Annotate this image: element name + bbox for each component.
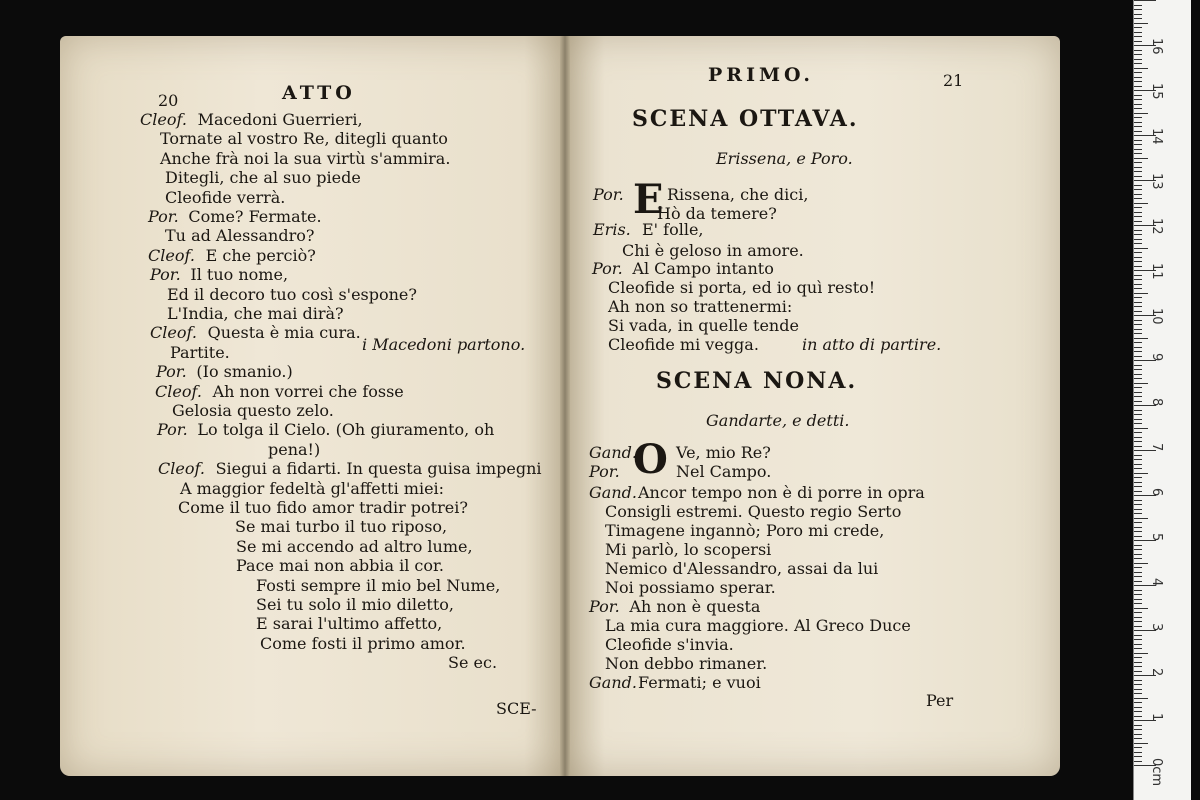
verse-line: Cleofide verrà. <box>165 188 286 207</box>
ruler-number: 14 <box>1149 128 1164 145</box>
ruler-tick <box>1134 279 1142 280</box>
verse-line: Tornate al vostro Re, ditegli quanto <box>160 129 448 148</box>
ruler-tick <box>1134 329 1142 330</box>
ruler-tick <box>1134 725 1142 726</box>
ruler-tick <box>1134 702 1142 703</box>
verse-line: pena!) <box>268 440 321 459</box>
ruler-tick <box>1134 428 1148 429</box>
running-header: PRIMO. <box>708 64 815 86</box>
ruler-tick <box>1134 599 1142 600</box>
ruler-tick <box>1134 63 1142 64</box>
verse-line: Tu ad Alessandro? <box>165 226 315 245</box>
ruler-tick <box>1134 486 1142 487</box>
ruler-tick <box>1134 320 1142 321</box>
ruler-number: 10 <box>1149 308 1164 325</box>
ruler-tick <box>1134 32 1142 33</box>
ruler-tick <box>1134 446 1142 447</box>
ruler-tick <box>1134 99 1142 100</box>
ruler-number: 15 <box>1149 83 1164 100</box>
ruler-tick <box>1134 207 1142 208</box>
ruler-tick <box>1134 239 1142 240</box>
ruler-tick <box>1134 189 1142 190</box>
ruler-number: 16 <box>1149 38 1164 55</box>
ruler-tick <box>1134 351 1142 352</box>
speaker-label: Por. <box>157 420 188 439</box>
speaker-label: Por. <box>592 259 623 278</box>
ruler-tick <box>1134 680 1142 681</box>
ruler-number: 1 <box>1149 713 1164 722</box>
page-number: 20 <box>158 91 179 110</box>
speaker-label: Cleof. <box>140 110 187 129</box>
ruler-tick <box>1134 554 1142 555</box>
ruler-tick <box>1134 455 1142 456</box>
ruler-tick <box>1134 581 1142 582</box>
verse-line: E sarai l'ultimo affetto, <box>256 614 443 633</box>
ruler-tick <box>1134 459 1142 460</box>
verse-line: Ah non è questa <box>629 597 761 616</box>
ruler-tick <box>1134 716 1142 717</box>
ruler-number: 12 <box>1149 218 1164 235</box>
scene-characters: Erissena, e Poro. <box>716 149 853 168</box>
ruler-tick <box>1134 167 1142 168</box>
ruler-tick <box>1134 36 1142 37</box>
speaker-label: Gand. <box>589 443 637 462</box>
ruler-tick <box>1134 347 1142 348</box>
ruler-tick <box>1134 198 1142 199</box>
speaker-label: Cleof. <box>148 246 195 265</box>
verse-line: Come? Fermate. <box>188 207 322 226</box>
speaker-label: Por. <box>150 265 181 284</box>
verse-line: Come fosti il primo amor. <box>260 634 466 653</box>
speaker-label: Gand. <box>589 673 637 692</box>
ruler-tick <box>1134 194 1142 195</box>
ruler-tick <box>1134 234 1142 235</box>
ruler-tick <box>1134 392 1142 393</box>
ruler-tick <box>1134 369 1142 370</box>
ruler-tick <box>1134 365 1142 366</box>
ruler-tick <box>1134 86 1142 87</box>
ruler-tick <box>1134 212 1142 213</box>
ruler-tick <box>1134 72 1142 73</box>
ruler-tick <box>1134 522 1142 523</box>
ruler-number: 5 <box>1149 533 1164 542</box>
verse-line: Ancor tempo non è di porre in opra <box>638 483 925 502</box>
verse-line: L'India, che mai dirà? <box>167 304 344 323</box>
ruler-tick <box>1134 747 1142 748</box>
book-gutter <box>560 36 570 776</box>
ruler-tick <box>1134 549 1142 550</box>
ruler-tick <box>1134 729 1142 730</box>
verse-line: Anche frà noi la sua virtù s'ammira. <box>160 149 451 168</box>
ruler-tick <box>1134 612 1142 613</box>
ruler-tick <box>1134 266 1142 267</box>
ruler-tick <box>1134 311 1142 312</box>
ruler-tick <box>1134 536 1142 537</box>
ruler-tick <box>1134 81 1142 82</box>
ruler-tick <box>1134 527 1142 528</box>
ruler-tick <box>1134 707 1142 708</box>
ruler-tick <box>1134 50 1142 51</box>
ruler-tick <box>1134 383 1148 384</box>
ruler-tick <box>1134 657 1142 658</box>
ruler-tick <box>1134 738 1142 739</box>
ruler-tick <box>1134 639 1142 640</box>
ruler-tick <box>1134 216 1142 217</box>
verse-line: Siegui a fidarti. In questa guisa impegni <box>215 459 542 478</box>
ruler-tick <box>1134 504 1142 505</box>
ruler-tick <box>1134 464 1142 465</box>
verse-line: Ditegli, che al suo piede <box>165 168 361 187</box>
verse-line: Timagene ingannò; Poro mi crede, <box>605 521 885 540</box>
ruler-tick <box>1134 594 1142 595</box>
ruler-tick <box>1134 9 1142 10</box>
ruler-tick <box>1134 23 1148 24</box>
speaker-label: Eris. <box>593 220 631 239</box>
ruler-tick <box>1134 162 1142 163</box>
ruler-tick <box>1134 252 1142 253</box>
catchword: SCE- <box>496 699 537 718</box>
ruler-tick <box>1134 684 1142 685</box>
ruler-tick <box>1134 342 1142 343</box>
verse-line: Se mai turbo il tuo riposo, <box>235 517 448 536</box>
ruler-tick <box>1134 644 1142 645</box>
ruler-tick <box>1134 333 1142 334</box>
ruler-tick <box>1134 18 1142 19</box>
ruler-tick <box>1134 423 1142 424</box>
speaker-label: Cleof. <box>158 459 205 478</box>
ruler-tick <box>1134 572 1142 573</box>
verse-line: Non debbo rimaner. <box>605 654 768 673</box>
verse-line: Pace mai non abbia il cor. <box>236 556 444 575</box>
ruler-tick <box>1134 0 1156 1</box>
ruler-tick <box>1134 230 1142 231</box>
ruler-tick <box>1134 203 1148 204</box>
ruler-tick <box>1134 324 1142 325</box>
ruler-tick <box>1134 410 1142 411</box>
verse-line: Fosti sempre il mio bel Nume, <box>256 576 501 595</box>
ruler-tick <box>1134 149 1142 150</box>
verse-line: (Io smanio.) <box>196 362 293 381</box>
stage-direction: in atto di partire. <box>802 335 942 354</box>
verse-line: Gelosia questo zelo. <box>172 401 334 420</box>
verse-line: La mia cura maggiore. Al Greco Duce <box>605 616 911 635</box>
ruler-tick <box>1134 104 1142 105</box>
measurement-ruler <box>1133 0 1191 800</box>
verse-line: Fermati; e vuoi <box>638 673 761 692</box>
page-number: 21 <box>943 71 964 90</box>
ruler-tick <box>1134 288 1142 289</box>
ruler-tick <box>1134 126 1142 127</box>
ruler-tick <box>1134 500 1142 501</box>
ruler-tick <box>1134 698 1148 699</box>
ruler-tick <box>1134 752 1142 753</box>
ruler-tick <box>1134 54 1142 55</box>
ruler-number: 6 <box>1149 488 1164 497</box>
ruler-tick <box>1134 567 1142 568</box>
ruler-tick <box>1134 243 1142 244</box>
ruler-tick <box>1134 468 1142 469</box>
verse-line: Cleofide si porta, ed io quì resto! <box>608 278 876 297</box>
ruler-tick <box>1134 518 1148 519</box>
scene-characters: Gandarte, e detti. <box>706 411 850 430</box>
ruler-tick <box>1134 513 1142 514</box>
speaker-label: Por. <box>589 597 620 616</box>
verse-line: E che perciò? <box>205 246 316 265</box>
ruler-tick <box>1134 41 1142 42</box>
verse-line: Cleofide s'invia. <box>605 635 734 654</box>
ruler-tick <box>1134 482 1142 483</box>
ruler-tick <box>1134 68 1148 69</box>
ruler-tick <box>1134 117 1142 118</box>
ruler-tick <box>1134 176 1142 177</box>
verse-line: Consigli estremi. Questo regio Serto <box>605 502 902 521</box>
ruler-tick <box>1134 509 1142 510</box>
ruler-tick <box>1134 432 1142 433</box>
ruler-tick <box>1134 626 1142 627</box>
verse-line: Mi parlò, lo scopersi <box>605 540 772 559</box>
speaker-label: Por. <box>593 185 624 204</box>
verse-line: Cleofide mi vegga. <box>608 335 759 354</box>
verse-line: Si vada, in quelle tende <box>608 316 799 335</box>
drop-capital: E <box>633 176 664 223</box>
verse-line: Lo tolga il Cielo. (Oh giuramento, oh <box>197 420 495 439</box>
ruler-tick <box>1134 297 1142 298</box>
verse-line: Noi possiamo sperar. <box>605 578 776 597</box>
ruler-tick <box>1134 608 1148 609</box>
verse-line: Rissena, che dici, <box>667 185 809 204</box>
ruler-tick <box>1134 441 1142 442</box>
ruler-tick <box>1134 140 1142 141</box>
ruler-tick <box>1134 603 1142 604</box>
ruler-tick <box>1134 5 1142 6</box>
ruler-tick <box>1134 671 1142 672</box>
ruler-tick <box>1134 662 1142 663</box>
verse-line: Questa è mia cura. <box>207 323 361 342</box>
speaker-label: Por. <box>156 362 187 381</box>
ruler-tick <box>1134 576 1142 577</box>
verse-line: Il tuo nome, <box>190 265 289 284</box>
ruler-tick <box>1134 419 1142 420</box>
ruler-number: 4 <box>1149 578 1164 587</box>
ruler-tick <box>1134 185 1142 186</box>
ruler-tick <box>1134 531 1142 532</box>
ruler-tick <box>1134 261 1142 262</box>
ruler-tick <box>1134 437 1142 438</box>
ruler-tick <box>1134 617 1142 618</box>
ruler-tick <box>1134 396 1142 397</box>
verse-line: Se mi accendo ad altro lume, <box>236 537 473 556</box>
ruler-tick <box>1134 734 1142 735</box>
scene-title: SCENA NONA. <box>656 368 858 394</box>
verse-line: Chi è geloso in amore. <box>622 241 804 260</box>
stage-direction: i Macedoni partono. <box>362 335 526 354</box>
verse-line: Sei tu solo il mio diletto, <box>256 595 454 614</box>
verse-line: E' folle, <box>642 220 704 239</box>
ruler-tick <box>1134 302 1142 303</box>
ruler-tick <box>1134 477 1142 478</box>
verse-line: Al Campo intanto <box>632 259 774 278</box>
ruler-tick <box>1134 401 1142 402</box>
catchword: Per <box>926 691 954 710</box>
ruler-tick <box>1134 666 1142 667</box>
ruler-tick <box>1134 248 1148 249</box>
ruler-tick <box>1134 693 1142 694</box>
ruler-tick <box>1134 491 1142 492</box>
verse-line: Ed il decoro tuo così s'espone? <box>167 285 417 304</box>
ruler-tick <box>1134 473 1148 474</box>
ruler-number: 9 <box>1149 353 1164 362</box>
ruler-number: 3 <box>1149 623 1164 632</box>
ruler-tick <box>1134 590 1142 591</box>
speaker-label: Por. <box>589 462 620 481</box>
ruler-tick <box>1134 378 1142 379</box>
ruler-tick <box>1134 113 1148 114</box>
verse-line: Ve, mio Re? <box>676 443 771 462</box>
running-header: ATTO <box>282 82 356 104</box>
verse-line: Macedoni Guerrieri, <box>197 110 363 129</box>
ruler-tick <box>1134 14 1142 15</box>
ruler-tick <box>1134 257 1142 258</box>
speaker-label: Gand. <box>589 483 637 502</box>
ruler-tick <box>1134 293 1148 294</box>
ruler-number: 7 <box>1149 443 1164 452</box>
ruler-tick <box>1134 621 1142 622</box>
ruler-tick <box>1134 387 1142 388</box>
ruler-number: 0cm <box>1149 758 1164 787</box>
verse-line: Hò da temere? <box>657 204 777 223</box>
ruler-tick <box>1134 306 1142 307</box>
ruler-tick <box>1134 27 1142 28</box>
ruler-tick <box>1134 108 1142 109</box>
ruler-tick <box>1134 171 1142 172</box>
verse-line: Se ec. <box>448 653 498 672</box>
scene-title: SCENA OTTAVA. <box>632 106 859 132</box>
ruler-tick <box>1134 95 1142 96</box>
ruler-tick <box>1134 144 1142 145</box>
verse-line: Nemico d'Alessandro, assai da lui <box>605 559 879 578</box>
ruler-number: 13 <box>1149 173 1164 190</box>
ruler-tick <box>1134 275 1142 276</box>
ruler-tick <box>1134 122 1142 123</box>
ruler-tick <box>1134 563 1148 564</box>
ruler-tick <box>1134 648 1142 649</box>
ruler-tick <box>1134 635 1142 636</box>
ruler-tick <box>1134 756 1142 757</box>
ruler-tick <box>1134 711 1142 712</box>
ruler-number: 8 <box>1149 398 1164 407</box>
ruler-tick <box>1134 689 1142 690</box>
verse-line: Ah non vorrei che fosse <box>212 382 404 401</box>
verse-line: Nel Campo. <box>676 462 772 481</box>
ruler-tick <box>1134 153 1142 154</box>
ruler-tick <box>1134 158 1148 159</box>
ruler-tick <box>1134 761 1142 762</box>
speaker-label: Cleof. <box>150 323 197 342</box>
speaker-label: Cleof. <box>155 382 202 401</box>
verse-line: Come il tuo fido amor tradir potrei? <box>178 498 468 517</box>
ruler-tick <box>1134 131 1142 132</box>
speaker-label: Por. <box>148 207 179 226</box>
drop-capital: O <box>633 436 668 483</box>
ruler-tick <box>1134 221 1142 222</box>
ruler-tick <box>1134 558 1142 559</box>
ruler-tick <box>1134 356 1142 357</box>
ruler-tick <box>1134 374 1142 375</box>
ruler-tick <box>1134 545 1142 546</box>
ruler-tick <box>1134 284 1142 285</box>
ruler-tick <box>1134 414 1142 415</box>
verse-line: Ah non so trattenermi: <box>608 297 793 316</box>
ruler-tick <box>1134 743 1148 744</box>
ruler-tick <box>1134 77 1142 78</box>
ruler-tick <box>1134 653 1148 654</box>
verse-line: A maggior fedeltà gl'affetti miei: <box>180 479 445 498</box>
ruler-number: 11 <box>1149 263 1164 280</box>
ruler-tick <box>1134 338 1148 339</box>
verse-line: Partite. <box>170 343 230 362</box>
ruler-number: 2 <box>1149 668 1164 677</box>
ruler-tick <box>1134 59 1142 60</box>
